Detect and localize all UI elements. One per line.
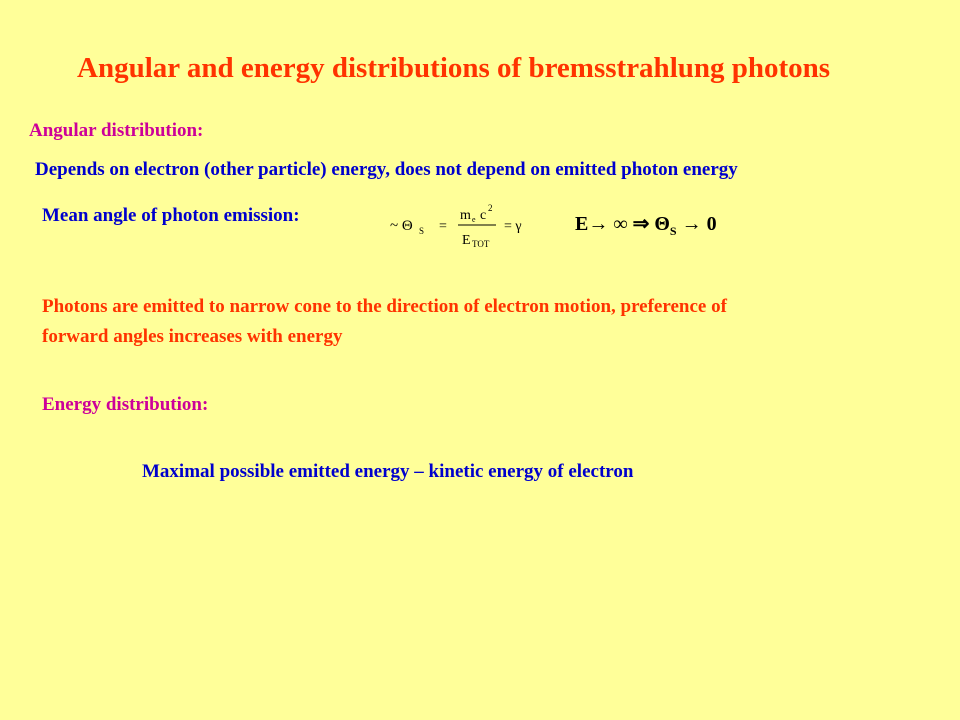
formula-numerator: m — [460, 208, 471, 223]
photon-cone-text — [42, 292, 942, 352]
formula-prefix: ~ Θ — [390, 218, 413, 234]
formula-numerator-exp: 2 — [488, 203, 493, 213]
high-energy-limit — [575, 211, 717, 239]
formula-result: = γ — [504, 219, 522, 234]
mean-angle-formula — [390, 197, 535, 253]
formula-denominator: E — [462, 233, 471, 248]
limit-subscript: S — [669, 224, 677, 238]
angular-distribution-heading: Angular distribution: — [29, 120, 204, 141]
photon-cone-line-1: Photons are emitted to narrow cone to the direction of electron motion, preference of — [42, 296, 727, 317]
photon-cone-line-2: forward angles increases with energy — [42, 326, 343, 347]
formula-numerator-sub: e — [472, 215, 476, 224]
limit-text: E→ ∞ ⇒ Θ — [575, 213, 670, 235]
angular-distribution-description: Depends on electron (other particle) energy, does not depend on emitted photon energy — [35, 159, 738, 180]
formula-numerator-c: c — [480, 208, 487, 223]
mean-angle-label: Mean angle of photon emission: — [42, 205, 300, 226]
max-energy-text: Maximal possible emitted energy – kinetic energy of electron — [142, 461, 634, 482]
energy-distribution-heading: Energy distribution: — [42, 394, 209, 415]
limit-tail: → 0 — [676, 213, 717, 235]
formula-eq: = — [439, 219, 447, 234]
formula-denominator-sub: TOT — [472, 239, 490, 249]
formula-subscript: S — [419, 226, 425, 236]
slide-title: Angular and energy distributions of bremsstrahlung photons — [77, 52, 831, 84]
